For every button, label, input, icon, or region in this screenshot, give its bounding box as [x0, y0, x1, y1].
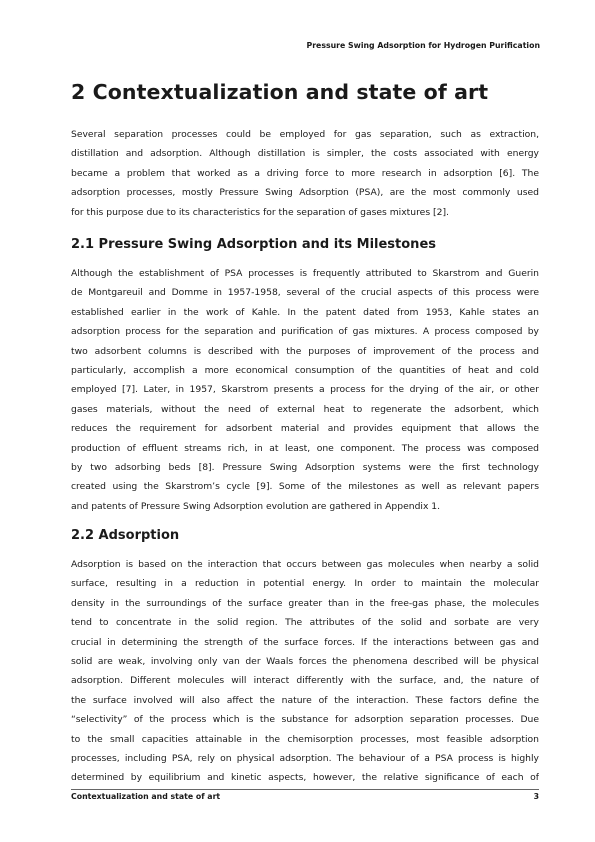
text-line: gases materials, without the need of external heat to regenerate the adsorbent, which: [71, 403, 539, 415]
intro-paragraph: [71, 125, 539, 222]
text-line: density in the surroundings of the surface greater than in the free-gas phase, the molecules: [71, 597, 539, 609]
footer-chapter-label: Contextualization and state of art: [71, 792, 221, 801]
text-line: distillation and adsorption. Although distillation is simpler, the costs associated with energy: [71, 148, 539, 160]
text-line: and patents of Pressure Swing Adsorption evolution are gathered in Appendix 1.: [71, 500, 441, 512]
text-line: crucial in determining the strength of the surface forces. If the interactions between gas and: [71, 636, 539, 648]
text-line: particularly, accomplish a more economical consumption of the quantities of heat and cold: [71, 364, 539, 376]
page-number: 3: [533, 792, 539, 801]
text-line: surface, resulting in a reduction in potential energy. In order to maintain the molecular: [71, 578, 539, 590]
text-line: by two adsorbing beds [8]. Pressure Swing Adsorption systems were the first technology: [71, 461, 539, 473]
text-line: adsorption. Different molecules will interact differently with the surface, and, the nature of: [71, 675, 539, 687]
text-line: to the small capacities attainable in the chemisorption processes, most feasible adsorption: [71, 733, 539, 745]
text-line: Adsorption is based on the interaction that occurs between gas molecules when nearby a solid: [71, 559, 539, 570]
text-line: reduces the requirement for adsorbent material and provides equipment that allows the: [71, 423, 539, 435]
text-line: Although the establishment of PSA processes is frequently attributed to Skarstrom and Guerin: [71, 268, 539, 279]
text-line: production of effluent streams rich, in at least, one component. The process was composed: [71, 442, 539, 454]
section-title-2-2: 2.2 Adsorption: [71, 528, 180, 543]
text-line: established earlier in the work of Kahle. In the patent dated from 1953, Kahle states an: [71, 306, 539, 318]
section-2-1-paragraph: [71, 264, 539, 516]
text-line: tend to concentrate in the solid region. The attributes of the solid and sorbate are very: [71, 617, 539, 629]
text-line: became a problem that worked as a driving force to more research in adsorption [6]. The: [71, 167, 539, 179]
text-line: adsorption process for the separation and purification of gas mixtures. A process composed by: [71, 326, 539, 338]
text-line: de Montgareuil and Domme in 1957-1958, several of the crucial aspects of this process were: [71, 287, 539, 299]
text-line: adsorption processes, mostly Pressure Swing Adsorption (PSA), are the most commonly used: [71, 187, 539, 199]
text-line: solid are weak, involving only van der Waals forces the phenomena described will be physical: [71, 655, 539, 667]
running-header: Pressure Swing Adsorption for Hydrogen Purification: [306, 41, 540, 50]
text-line: created using the Skarstrom’s cycle [9]. Some of the milestones as well as relevant papers: [71, 481, 539, 493]
text-line: “selectivity” of the process which is the substance for adsorption separation processes. Due: [71, 714, 539, 726]
text-line: processes, including PSA, rely on physical adsorption. The behaviour of a PSA process is highly: [71, 752, 539, 764]
text-line: employed [7]. Later, in 1957, Skarstrom presents a process for the drying of the air, or other: [71, 384, 539, 396]
text-line: determined by equilibrium and kinetic aspects, however, the relative significance of each of: [71, 772, 539, 784]
chapter-title: 2 Contextualization and state of art: [71, 80, 489, 104]
text-line: the surface involved will also affect the nature of the interaction. These factors define the: [71, 694, 539, 706]
text-line: two adsorbent columns is described with the purposes of improvement of the process and: [71, 345, 539, 357]
section-title-2-1: 2.1 Pressure Swing Adsorption and its Milestones: [71, 237, 436, 252]
text-line: Several separation processes could be employed for gas separation, such as extraction,: [71, 129, 539, 140]
section-2-2-paragraph: [71, 555, 539, 788]
footer-divider: [71, 789, 539, 790]
text-line: for this purpose due to its characteristics for the separation of gases mixtures [2].: [71, 206, 449, 218]
